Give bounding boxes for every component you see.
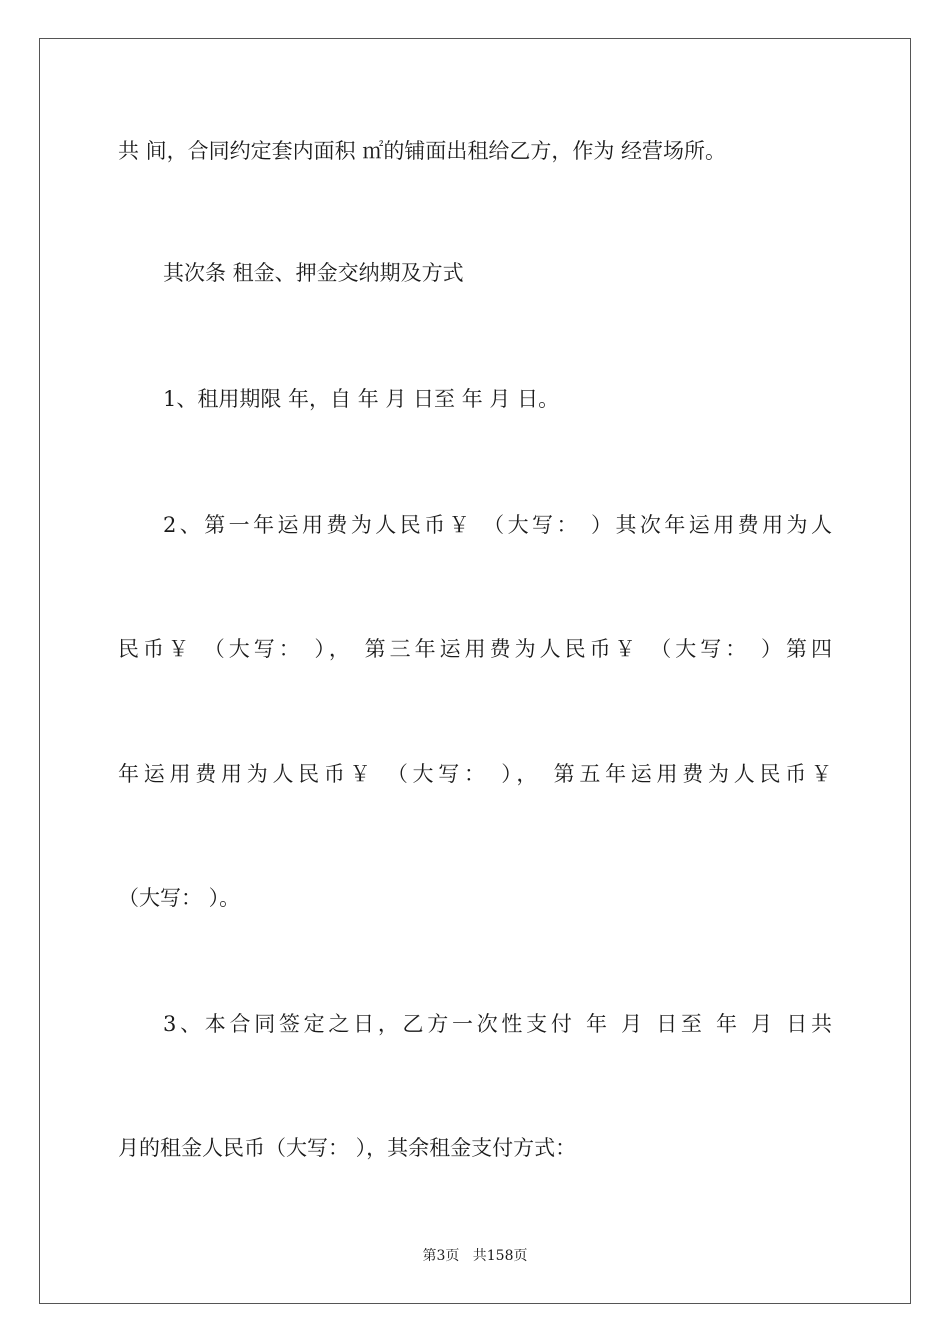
paragraph-line-4: 2、第一年运用费为人民币￥ （大写： ）其次年运用费用为人: [163, 513, 832, 537]
page-number-footer: 第3页 共158页: [422, 1248, 528, 1264]
paragraph-line-3: 1、租用期限 年，自 年 月 日至 年 月 日。: [163, 387, 560, 411]
paragraph-line-9: 月的租金人民币（大写： ），其余租金支付方式：: [118, 1136, 577, 1160]
paragraph-line-8: 3、本合同签定之日，乙方一次性支付 年 月 日至 年 月 日共: [163, 1012, 832, 1036]
page-frame: [39, 38, 911, 1304]
section-heading-2: 其次条 租金、押金交纳期及方式: [163, 261, 464, 285]
paragraph-line-5: 民币￥ （大写： ）， 第三年运用费为人民币￥ （大写： ）第四: [118, 637, 832, 661]
paragraph-line-6: 年运用费用为人民币￥ （大写： ）， 第五年运用费为人民币￥: [118, 762, 832, 786]
paragraph-line-7: （大写： ）。: [118, 886, 241, 910]
paragraph-line-1: 共 间，合同约定套内面积 ㎡的铺面出租给乙方，作为 经营场所。: [118, 139, 727, 163]
